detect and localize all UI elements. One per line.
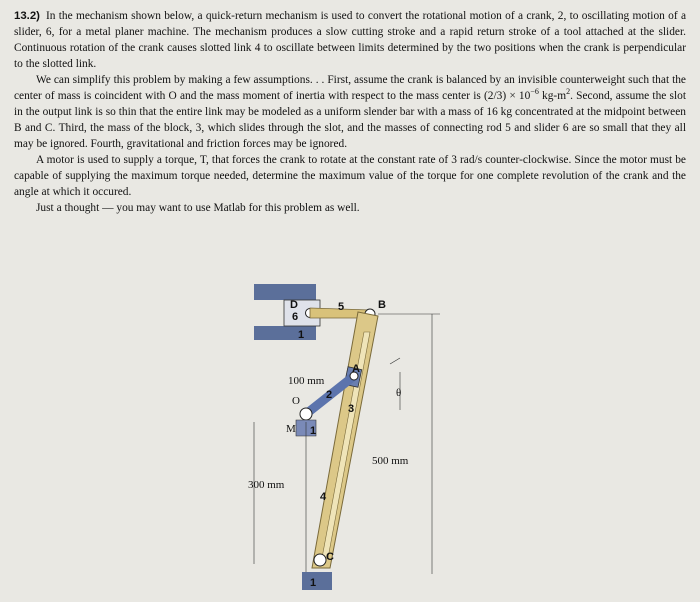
paragraph-3: A motor is used to supply a torque, T, that forces the crank to rotate at the constant rate of 3 rad/s counter-clockwise. Since the motor must be capable of supplying the maximum torque needed, determine the maximum value of the torque for one complete revolution of the crank and the angle at which it occured. — [14, 154, 686, 198]
label-d: D — [290, 299, 298, 311]
label-6: 6 — [292, 311, 299, 323]
label-c: C — [326, 551, 334, 563]
paragraph-2-part-b: kg-m — [538, 90, 567, 102]
label-100mm: 100 mm — [288, 375, 325, 387]
problem-number: 13.2) — [14, 10, 40, 22]
pin-c — [314, 554, 326, 566]
paragraph-1 — [14, 8, 686, 72]
label-4: 4 — [320, 491, 327, 503]
label-1-top: 1 — [298, 329, 305, 341]
label-1-mid: 1 — [310, 425, 317, 437]
exponent-1: −6 — [530, 87, 539, 97]
label-m: M — [286, 423, 296, 435]
label-b: B — [378, 299, 386, 311]
slot — [322, 332, 370, 558]
label-300mm: 300 mm — [248, 479, 285, 491]
mechanism-figure — [240, 272, 460, 602]
label-3: 3 — [348, 403, 355, 415]
angle-ray — [390, 358, 400, 364]
pin-o — [300, 408, 312, 420]
paragraph-1-text: In the mechanism shown below, a quick-return mechanism is used to convert the rotational motion of a crank, 2, to oscillating motion of a slider, 6, for a metal planer machine. The mechanism produces a slow cutting stroke and a rapid return stroke of a tool attached at the slider. Continuous rotation of the crank causes slotted link 4 to oscillate between limits determined by the two positions when the crank is perpendicular to the slotted link. — [14, 10, 686, 70]
label-500mm: 500 mm — [372, 455, 409, 467]
problem-text — [14, 8, 686, 216]
paragraph-2-part-c: . Second, assume the slot in the output link is so thin that the entire link may be modeled as a uniform slender bar with a mass of 16 kg concentrated at the midpoint between B and C. Third, the mass of the block, 3, which slides through the slot, and the masses of connecting rod 5 and slider 6 are so small that they all may be ignored. Fourth, gravitational and friction forces may be ignored. — [14, 90, 686, 150]
ground-top-lower — [254, 326, 316, 340]
label-o: O — [292, 395, 300, 407]
exponent-2: 2 — [566, 87, 571, 97]
label-theta: θ — [396, 387, 402, 399]
ground-bottom — [302, 572, 332, 590]
paragraph-4: Just a thought — you may want to use Matlab for this problem as well. — [36, 202, 360, 214]
paragraph-2-part-a: We can simplify this problem by making a few assumptions. . . First, assume the crank is balanced by an invisible counterweight such that the center of mass is coincident with O and the mass moment of inertia with respect to the mass center is (2/3) × 10 — [14, 74, 686, 102]
paragraph-2 — [14, 72, 686, 152]
label-a: A — [352, 363, 360, 375]
label-1-bottom: 1 — [310, 577, 317, 589]
label-5: 5 — [338, 301, 345, 313]
ground-top-upper — [254, 284, 316, 300]
label-2: 2 — [326, 389, 333, 401]
